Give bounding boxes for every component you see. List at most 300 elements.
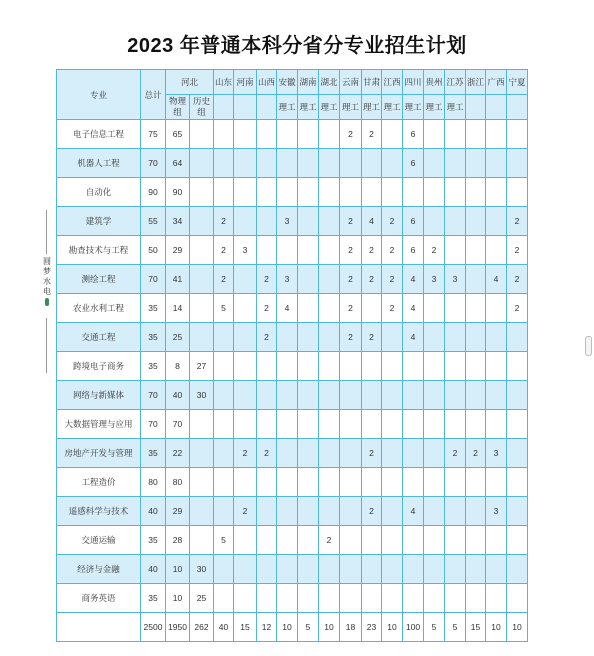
row-total-cell: 40 [141, 555, 166, 584]
major-name: 网络与新媒体 [57, 381, 141, 410]
table-row [57, 265, 528, 294]
quota-cell [382, 526, 403, 555]
quota-cell [466, 410, 486, 439]
table-row [57, 294, 528, 323]
quota-cell: 4 [277, 294, 298, 323]
quota-cell [214, 555, 234, 584]
row-total-cell: 70 [141, 410, 166, 439]
quota-cell: 2 [234, 497, 257, 526]
quota-cell [340, 584, 362, 613]
quota-cell [340, 468, 362, 497]
quota-cell [445, 149, 466, 178]
side-note-char: 圆 [43, 257, 51, 266]
quota-cell: 2 [362, 120, 382, 149]
quota-cell [466, 294, 486, 323]
quota-cell [507, 352, 528, 381]
quota-cell [340, 352, 362, 381]
quota-cell [466, 381, 486, 410]
quota-cell [424, 468, 445, 497]
quota-cell: 2 [382, 207, 403, 236]
header-province: 浙江 [466, 70, 486, 95]
quota-cell [445, 120, 466, 149]
quota-cell [362, 468, 382, 497]
quota-cell: 2 [340, 236, 362, 265]
enrollment-plan-table [56, 69, 528, 642]
header-track: 理工 [445, 95, 466, 120]
quota-cell [214, 584, 234, 613]
quota-cell [319, 294, 340, 323]
quota-cell [507, 149, 528, 178]
major-name: 测绘工程 [57, 265, 141, 294]
quota-cell [362, 294, 382, 323]
quota-cell [507, 178, 528, 207]
quota-cell: 2 [340, 294, 362, 323]
quota-cell [486, 323, 507, 352]
row-total-cell: 40 [141, 497, 166, 526]
quota-cell [340, 149, 362, 178]
quota-cell [277, 497, 298, 526]
totals-label-cell [57, 613, 141, 642]
quota-cell [486, 468, 507, 497]
quota-cell [445, 584, 466, 613]
total-cell: 10 [507, 613, 528, 642]
major-name: 商务英语 [57, 584, 141, 613]
quota-cell [298, 178, 319, 207]
quota-cell [486, 555, 507, 584]
quota-cell: 2 [214, 236, 234, 265]
header-province: 云南 [340, 70, 362, 95]
quota-cell: 6 [403, 120, 424, 149]
quota-cell [190, 149, 214, 178]
quota-cell [319, 265, 340, 294]
quota-cell: 4 [403, 265, 424, 294]
header-hebei-history: 历史组 [190, 95, 214, 120]
quota-cell [214, 323, 234, 352]
header-track: 理工 [319, 95, 340, 120]
major-name: 机器人工程 [57, 149, 141, 178]
quota-cell: 3 [445, 265, 466, 294]
quota-cell [403, 178, 424, 207]
quota-cell [319, 207, 340, 236]
major-name: 房地产开发与管理 [57, 439, 141, 468]
quota-cell [445, 410, 466, 439]
quota-cell [486, 381, 507, 410]
quota-cell: 10 [166, 584, 190, 613]
quota-cell [466, 207, 486, 236]
header-track: 理工 [362, 95, 382, 120]
side-note-char: 电 [43, 287, 51, 296]
table-row [57, 439, 528, 468]
quota-cell [234, 178, 257, 207]
quota-cell [319, 178, 340, 207]
header-track: 理工 [298, 95, 319, 120]
quota-cell [362, 410, 382, 439]
quota-cell [340, 526, 362, 555]
table-row [57, 468, 528, 497]
quota-cell [214, 178, 234, 207]
header-track [234, 95, 257, 120]
quota-cell [298, 323, 319, 352]
quota-cell [507, 439, 528, 468]
quota-cell: 4 [362, 207, 382, 236]
quota-cell [466, 178, 486, 207]
quota-cell [424, 323, 445, 352]
quota-cell [445, 207, 466, 236]
quota-cell: 41 [166, 265, 190, 294]
quota-cell [234, 352, 257, 381]
row-total-cell: 80 [141, 468, 166, 497]
quota-cell [486, 207, 507, 236]
quota-cell [190, 120, 214, 149]
quota-cell [234, 381, 257, 410]
header-hebei: 河北 [166, 70, 214, 95]
quota-cell: 3 [424, 265, 445, 294]
quota-cell [382, 352, 403, 381]
quota-cell [507, 584, 528, 613]
major-name: 工程造价 [57, 468, 141, 497]
quota-cell [234, 323, 257, 352]
quota-cell [486, 236, 507, 265]
quota-cell [445, 468, 466, 497]
quota-cell [362, 149, 382, 178]
quota-cell [466, 236, 486, 265]
total-cell: 15 [466, 613, 486, 642]
quota-cell [319, 381, 340, 410]
quota-cell [298, 497, 319, 526]
quota-cell: 2 [424, 236, 445, 265]
quota-cell: 64 [166, 149, 190, 178]
quota-cell: 3 [486, 497, 507, 526]
quota-cell: 6 [403, 207, 424, 236]
quota-cell [190, 265, 214, 294]
thermometer-icon [45, 298, 49, 306]
quota-cell [340, 178, 362, 207]
quota-cell [190, 207, 214, 236]
quota-cell [277, 439, 298, 468]
quota-cell [445, 381, 466, 410]
quota-cell [319, 584, 340, 613]
table-row [57, 236, 528, 265]
quota-cell [424, 294, 445, 323]
quota-cell: 2 [340, 207, 362, 236]
quota-cell [507, 555, 528, 584]
major-name: 农业水利工程 [57, 294, 141, 323]
quota-cell [234, 207, 257, 236]
quota-cell [424, 497, 445, 526]
quota-cell [445, 236, 466, 265]
quota-cell: 29 [166, 497, 190, 526]
row-total-cell: 35 [141, 352, 166, 381]
quota-cell [445, 497, 466, 526]
major-name: 经济与金融 [57, 555, 141, 584]
quota-cell: 4 [403, 497, 424, 526]
quota-cell [319, 555, 340, 584]
quota-cell [277, 555, 298, 584]
quota-cell [382, 410, 403, 439]
quota-cell [298, 584, 319, 613]
header-province: 湖南 [298, 70, 319, 95]
quota-cell [319, 410, 340, 439]
row-total-cell: 75 [141, 120, 166, 149]
quota-cell [319, 323, 340, 352]
quota-cell [382, 178, 403, 207]
quota-cell [319, 149, 340, 178]
quota-cell [466, 120, 486, 149]
header-track [214, 95, 234, 120]
quota-cell [257, 207, 277, 236]
quota-cell [340, 381, 362, 410]
quota-cell [190, 410, 214, 439]
table-row [57, 410, 528, 439]
row-total-cell: 35 [141, 439, 166, 468]
quota-cell: 2 [445, 439, 466, 468]
quota-cell: 70 [166, 410, 190, 439]
quota-cell [382, 584, 403, 613]
quota-cell: 2 [257, 439, 277, 468]
quota-cell [277, 236, 298, 265]
quota-cell [298, 207, 319, 236]
quota-cell [257, 584, 277, 613]
quota-cell [319, 468, 340, 497]
quota-cell [466, 468, 486, 497]
quota-cell [466, 584, 486, 613]
row-total-cell: 35 [141, 323, 166, 352]
quota-cell: 5 [214, 294, 234, 323]
header-province: 宁夏 [507, 70, 528, 95]
quota-cell: 65 [166, 120, 190, 149]
quota-cell: 4 [403, 294, 424, 323]
total-cell: 15 [234, 613, 257, 642]
quota-cell: 2 [362, 236, 382, 265]
quota-cell [190, 178, 214, 207]
major-name: 大数据管理与应用 [57, 410, 141, 439]
quota-cell: 40 [166, 381, 190, 410]
quota-cell [445, 294, 466, 323]
quota-cell: 3 [234, 236, 257, 265]
quota-cell [257, 381, 277, 410]
header-province: 安徽 [277, 70, 298, 95]
quota-cell [362, 555, 382, 584]
header-track [257, 95, 277, 120]
quota-cell [257, 555, 277, 584]
quota-cell [403, 555, 424, 584]
quota-cell: 22 [166, 439, 190, 468]
quota-cell [403, 584, 424, 613]
quota-cell [362, 352, 382, 381]
table-row [57, 584, 528, 613]
quota-cell [319, 120, 340, 149]
quota-cell: 30 [190, 555, 214, 584]
quota-cell [298, 120, 319, 149]
quota-cell [298, 294, 319, 323]
quota-cell: 2 [234, 439, 257, 468]
quota-cell [382, 120, 403, 149]
quota-cell [277, 381, 298, 410]
quota-cell: 2 [362, 265, 382, 294]
side-note-char: 梦 [43, 267, 51, 276]
quota-cell [362, 381, 382, 410]
quota-cell [445, 323, 466, 352]
header-track [507, 95, 528, 120]
quota-cell [298, 555, 319, 584]
quota-cell: 10 [166, 555, 190, 584]
quota-cell [257, 468, 277, 497]
quota-cell: 2 [257, 294, 277, 323]
quota-cell [424, 439, 445, 468]
quota-cell: 2 [340, 265, 362, 294]
quota-cell [257, 120, 277, 149]
quota-cell [214, 410, 234, 439]
quota-cell: 25 [190, 584, 214, 613]
row-total-cell: 35 [141, 294, 166, 323]
table-row [57, 323, 528, 352]
table-row [57, 352, 528, 381]
quota-cell [277, 352, 298, 381]
header-province: 贵州 [424, 70, 445, 95]
quota-cell [403, 526, 424, 555]
quota-cell [277, 526, 298, 555]
quota-cell [486, 149, 507, 178]
quota-cell [507, 526, 528, 555]
major-name: 跨境电子商务 [57, 352, 141, 381]
quota-cell [190, 497, 214, 526]
header-province: 湖北 [319, 70, 340, 95]
quota-cell [190, 439, 214, 468]
quota-cell: 2 [362, 497, 382, 526]
quota-cell [234, 149, 257, 178]
major-name: 电子信息工程 [57, 120, 141, 149]
quota-cell [424, 584, 445, 613]
header-major: 专业 [57, 70, 141, 120]
total-cell: 10 [382, 613, 403, 642]
quota-cell [298, 236, 319, 265]
major-name: 建筑学 [57, 207, 141, 236]
total-cell: 18 [340, 613, 362, 642]
quota-cell [403, 410, 424, 439]
total-cell: 1950 [166, 613, 190, 642]
table-row [57, 555, 528, 584]
quota-cell [424, 526, 445, 555]
quota-cell [298, 468, 319, 497]
header-total: 总计 [141, 70, 166, 120]
quota-cell: 14 [166, 294, 190, 323]
quota-cell [486, 526, 507, 555]
quota-cell [214, 352, 234, 381]
quota-cell [257, 149, 277, 178]
quota-cell: 6 [403, 149, 424, 178]
quota-cell [214, 120, 234, 149]
quota-cell [486, 352, 507, 381]
quota-cell: 2 [507, 265, 528, 294]
table-row [57, 381, 528, 410]
quota-cell [424, 178, 445, 207]
quota-cell [445, 526, 466, 555]
header-track: 理工 [403, 95, 424, 120]
quota-cell: 2 [466, 439, 486, 468]
header-province: 河南 [234, 70, 257, 95]
quota-cell [214, 497, 234, 526]
quota-cell: 4 [403, 323, 424, 352]
quota-cell [466, 149, 486, 178]
quota-cell [234, 120, 257, 149]
quota-cell [362, 178, 382, 207]
side-note-char: 水 [43, 277, 51, 286]
quota-cell: 25 [166, 323, 190, 352]
row-total-cell: 55 [141, 207, 166, 236]
header-province: 四川 [403, 70, 424, 95]
row-total-cell: 70 [141, 265, 166, 294]
total-cell: 5 [445, 613, 466, 642]
header-province: 甘肃 [362, 70, 382, 95]
quota-cell [298, 352, 319, 381]
quota-cell [507, 323, 528, 352]
total-cell: 10 [319, 613, 340, 642]
quota-cell: 2 [319, 526, 340, 555]
quota-cell [382, 381, 403, 410]
quota-cell: 2 [340, 120, 362, 149]
quota-cell [319, 352, 340, 381]
quota-cell: 2 [340, 323, 362, 352]
quota-cell [486, 120, 507, 149]
quota-cell [234, 294, 257, 323]
quota-cell: 3 [486, 439, 507, 468]
scroll-handle[interactable] [585, 336, 592, 356]
quota-cell: 8 [166, 352, 190, 381]
quota-cell [466, 555, 486, 584]
quota-cell: 2 [257, 265, 277, 294]
quota-cell: 3 [277, 207, 298, 236]
quota-cell [257, 497, 277, 526]
header-province: 广西 [486, 70, 507, 95]
quota-cell [277, 178, 298, 207]
quota-cell [340, 439, 362, 468]
major-name: 自动化 [57, 178, 141, 207]
quota-cell [403, 352, 424, 381]
quota-cell [382, 555, 403, 584]
quota-cell [403, 468, 424, 497]
quota-cell [190, 526, 214, 555]
total-cell: 262 [190, 613, 214, 642]
quota-cell [445, 352, 466, 381]
table-row [57, 178, 528, 207]
quota-cell: 2 [382, 265, 403, 294]
quota-cell [424, 352, 445, 381]
quota-cell [403, 439, 424, 468]
quota-cell [340, 410, 362, 439]
quota-cell [424, 410, 445, 439]
quota-cell: 2 [214, 207, 234, 236]
quota-cell [466, 497, 486, 526]
header-province: 江苏 [445, 70, 466, 95]
totals-row [57, 613, 528, 642]
quota-cell [277, 584, 298, 613]
quota-cell: 2 [382, 236, 403, 265]
header-province: 江西 [382, 70, 403, 95]
row-total-cell: 35 [141, 584, 166, 613]
major-name: 勘查技术与工程 [57, 236, 141, 265]
header-hebei-physics: 物理组 [166, 95, 190, 120]
quota-cell [445, 555, 466, 584]
quota-cell [403, 381, 424, 410]
quota-cell [190, 236, 214, 265]
quota-cell [190, 323, 214, 352]
quota-cell: 30 [190, 381, 214, 410]
quota-cell [234, 410, 257, 439]
quota-cell [382, 149, 403, 178]
quota-cell [466, 352, 486, 381]
quota-cell [486, 584, 507, 613]
total-cell: 100 [403, 613, 424, 642]
